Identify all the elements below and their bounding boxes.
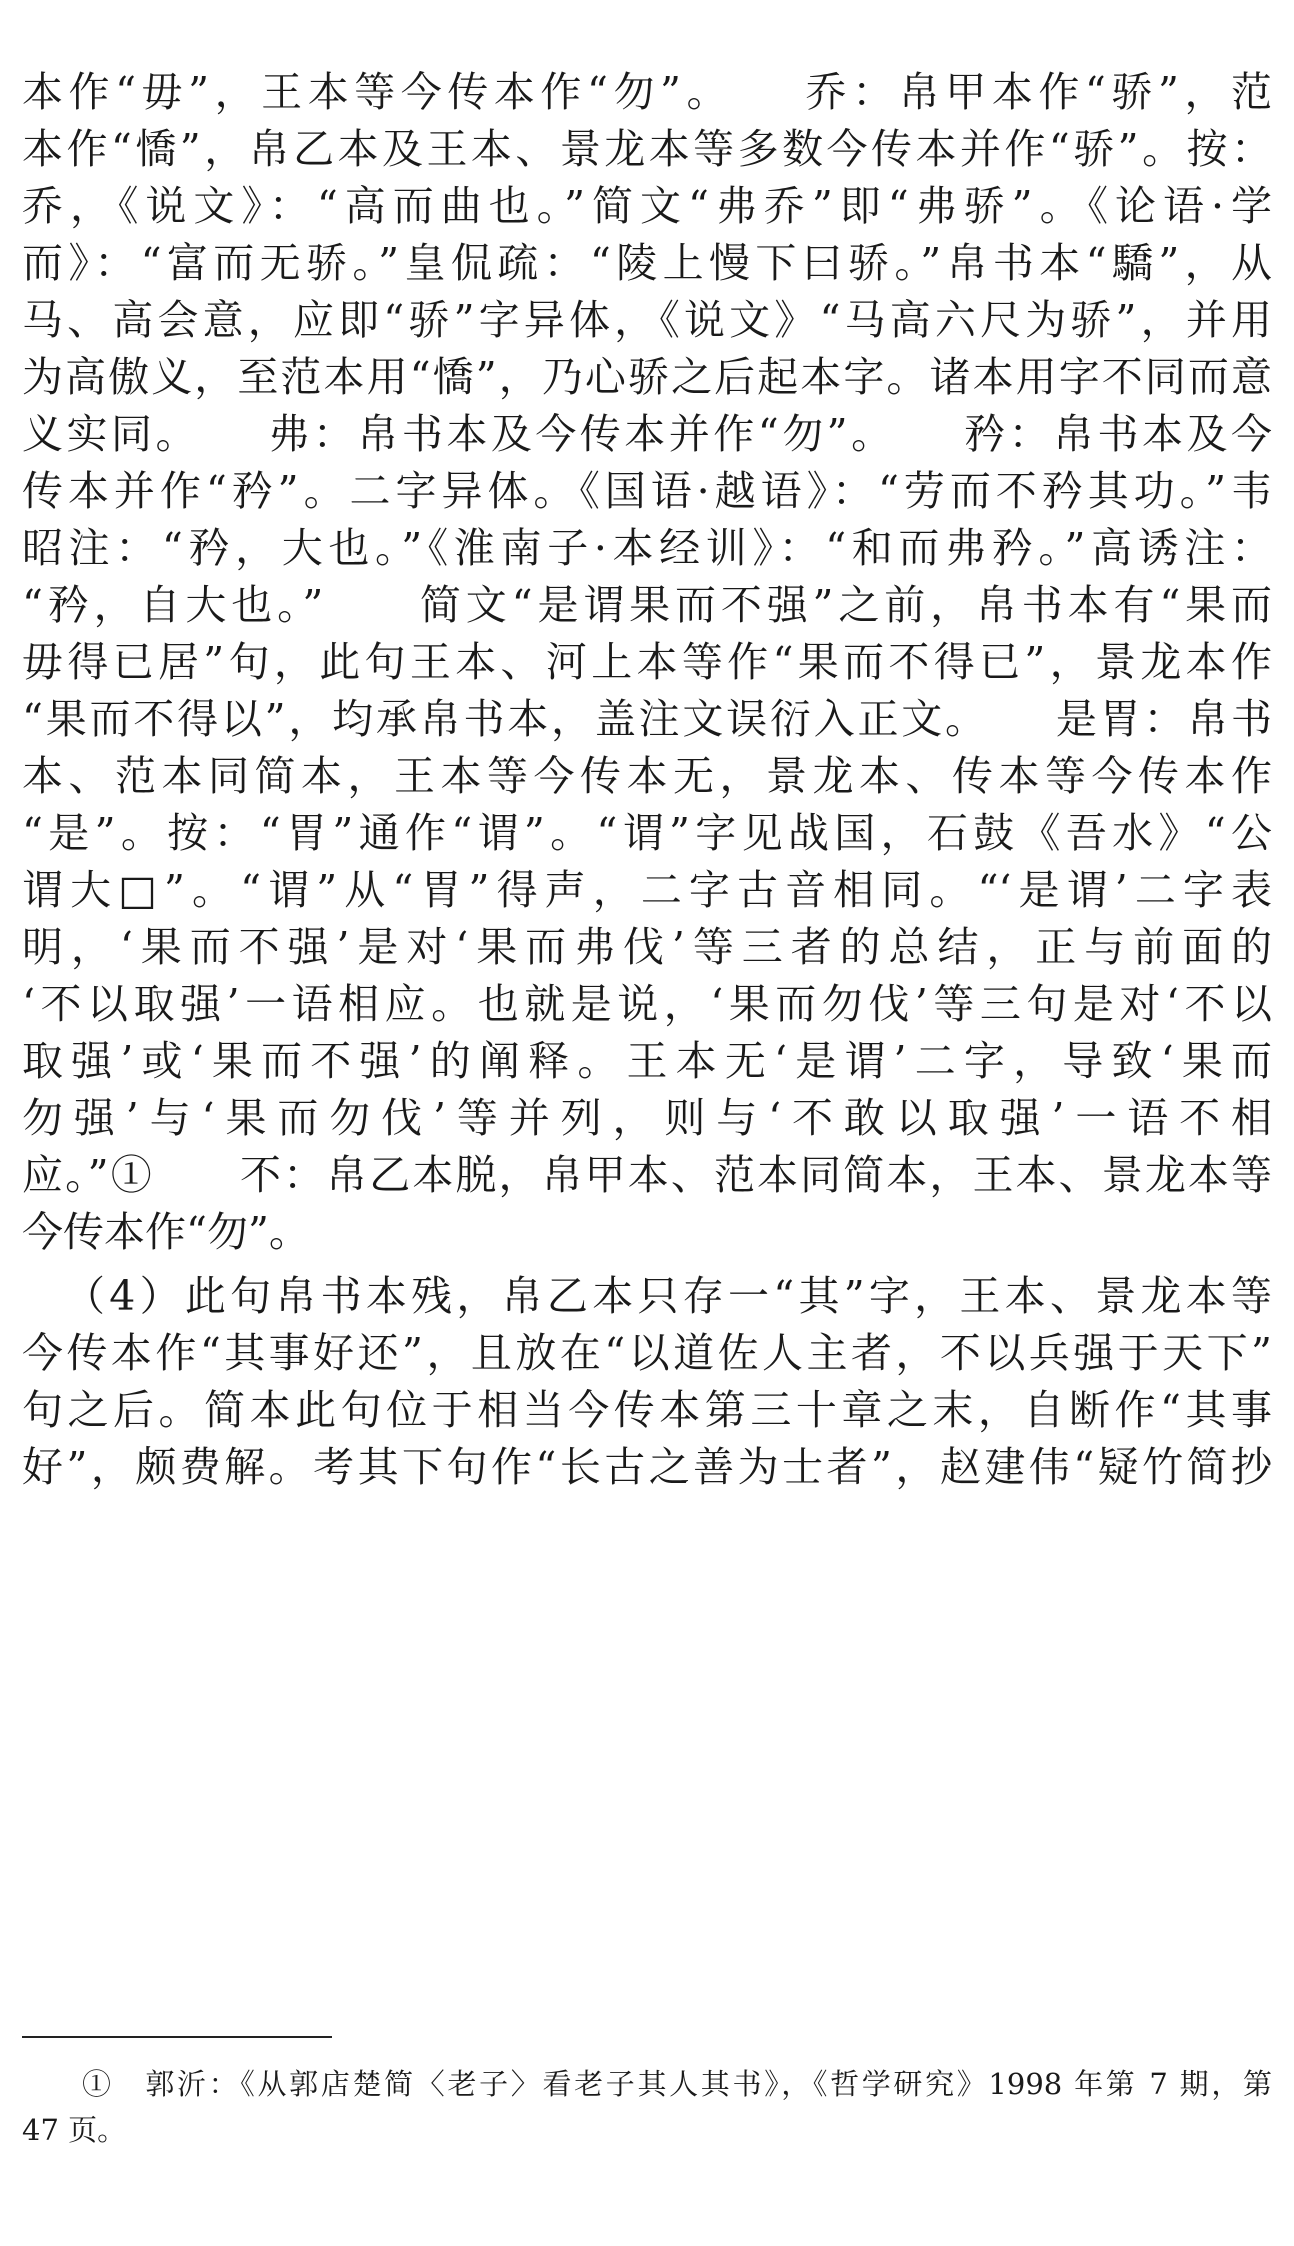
para2-line-1: （4）此句帛书本残，帛乙本只存一“其”字，王本、景龙本等 (64, 1272, 1272, 1320)
body-line-17: ‘不以取强’一语相应。也就是说，‘果而勿伐’等三句是对‘不以 (22, 980, 1272, 1028)
body-line-4: 而》：“富而无骄。”皇侃疏：“陵上慢下曰骄。”帛书本“驕”，从 (22, 239, 1272, 287)
body-line-3: 乔，《说文》：“高而曲也。”简文“弗乔”即“弗骄”。《论语·学 (22, 182, 1272, 230)
body-line-20: 应。”① 不：帛乙本脱，帛甲本、范本同简本，王本、景龙本等 (22, 1151, 1272, 1199)
para2-line-4: 好”，颇费解。考其下句作“长古之善为士者”，赵建伟“疑竹简抄 (22, 1443, 1272, 1491)
footnote-line-2: 47 页。 (22, 2113, 127, 2147)
para2-line-3: 句之后。简本此句位于相当今传本第三十章之末，自断作“其事 (22, 1386, 1272, 1434)
para2-line-2: 今传本作“其事好还”，且放在“以道佐人主者，不以兵强于天下” (22, 1329, 1272, 1377)
body-line-16: 明，‘果而不强’是对‘果而弗伐’等三者的总结，正与前面的 (22, 923, 1272, 971)
body-line-7: 义实同。 弗：帛书本及今传本并作“勿”。 矜：帛书本及今 (22, 410, 1272, 458)
body-line-5: 马、高会意，应即“骄”字异体，《说文》“马高六尺为骄”，并用 (22, 296, 1272, 344)
body-line-15: 谓大□”。“谓”从“胃”得声，二字古音相同。“‘是谓’二字表 (22, 866, 1272, 914)
body-line-1: 本作“毋”，王本等今传本作“勿”。 乔：帛甲本作“骄”，范 (22, 68, 1272, 116)
body-line-12: “果而不得以”，均承帛书本，盖注文误衍入正文。 是胃：帛书 (22, 695, 1272, 743)
body-line-18: 取强’或‘果而不强’的阐释。王本无‘是谓’二字，导致‘果而 (22, 1037, 1272, 1085)
body-line-9: 昭注：“矜，大也。”《淮南子·本经训》：“和而弗矜。”高诱注： (22, 524, 1272, 572)
body-line-11: 毋得已居”句，此句王本、河上本等作“果而不得已”，景龙本作 (22, 638, 1272, 686)
body-line-10: “矜，自大也。” 简文“是谓果而不强”之前，帛书本有“果而 (22, 581, 1272, 629)
body-line-8: 传本并作“矜”。二字异体。《国语·越语》：“劳而不矜其功。”韦 (22, 467, 1272, 515)
footnote-divider (22, 2036, 332, 2038)
body-line-19: 勿强’与‘果而勿伐’等并列，则与‘不敢以取强’一语不相 (22, 1094, 1272, 1142)
body-line-21: 今传本作“勿”。 (22, 1208, 310, 1256)
body-line-6: 为高傲义，至范本用“憍”，乃心骄之后起本字。诸本用字不同而意 (22, 353, 1272, 401)
footnote-line-1: ① 郭沂：《从郭店楚简〈老子〉看老子其人其书》，《哲学研究》1998 年第 7 期，第 (82, 2067, 1272, 2101)
body-line-2: 本作“憍”，帛乙本及王本、景龙本等多数今传本并作“骄”。按： (22, 125, 1272, 173)
body-line-14: “是”。按：“胃”通作“谓”。“谓”字见战国，石鼓《吾水》“公 (22, 809, 1272, 857)
body-line-13: 本、范本同简本，王本等今传本无，景龙本、传本等今传本作 (22, 752, 1272, 800)
